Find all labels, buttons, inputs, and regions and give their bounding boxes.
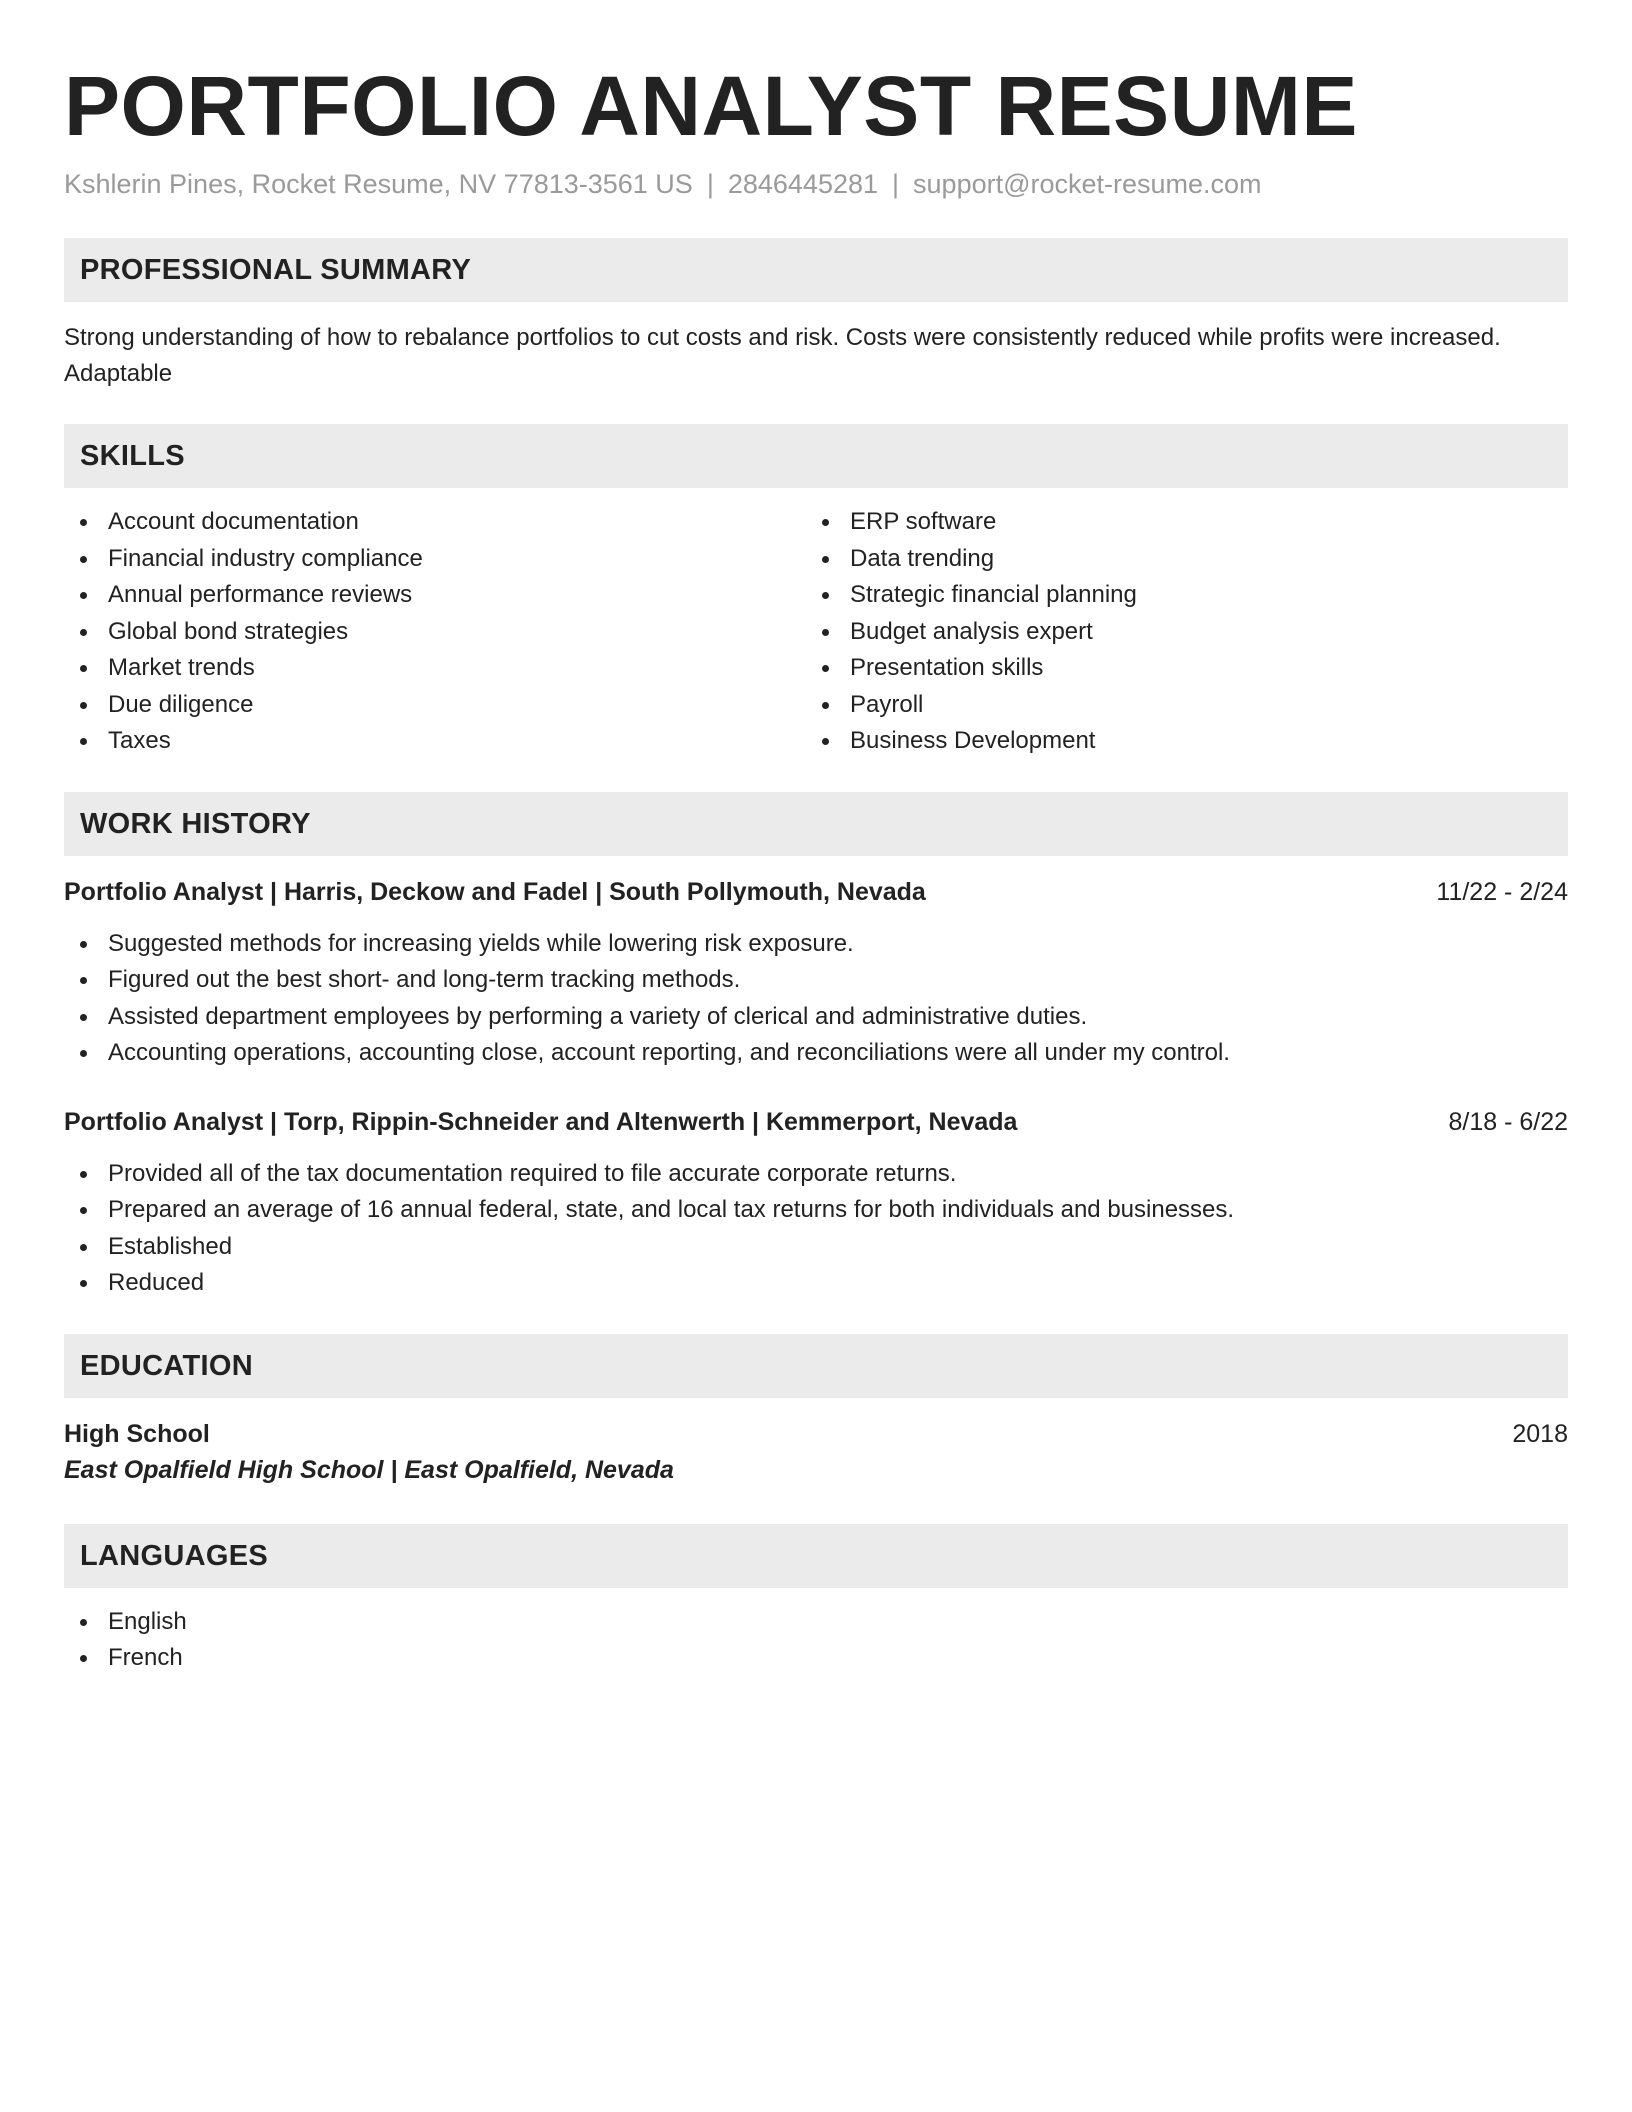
education-year: 2018 xyxy=(1512,1419,1568,1448)
education-degree: High School xyxy=(64,1419,210,1448)
skill-item: Budget analysis expert xyxy=(806,614,1548,651)
contact-phone: 2846445281 xyxy=(727,169,879,199)
skill-item: Market trends xyxy=(64,650,806,687)
language-item: French xyxy=(64,1640,1568,1677)
resume-page xyxy=(64,0,1568,1677)
job-bullet: Provided all of the tax documentation required to file accurate corporate returns. xyxy=(64,1156,1568,1193)
language-item: English xyxy=(64,1604,1568,1641)
job-bullet: Figured out the best short- and long-term tracking methods. xyxy=(64,962,1568,999)
job-header xyxy=(64,874,1568,910)
skill-item: Data trending xyxy=(806,541,1548,578)
work-heading: WORK HISTORY xyxy=(64,792,1568,856)
skills-list-right xyxy=(806,504,1548,760)
job-title: Portfolio Analyst | Torp, Rippin-Schneider and Altenwerth | Kemmerport, Nevada xyxy=(64,1107,1018,1136)
work-section xyxy=(64,792,1568,1302)
skill-item: Account documentation xyxy=(64,504,806,541)
skills-grid xyxy=(64,504,1568,760)
job-bullet: Established xyxy=(64,1229,1568,1266)
languages-list xyxy=(64,1604,1568,1677)
contact-separator: | xyxy=(892,169,900,199)
job-bullet: Suggested methods for increasing yields while lowering risk exposure. xyxy=(64,926,1568,963)
skill-item: ERP software xyxy=(806,504,1548,541)
job-bullets xyxy=(64,1156,1568,1302)
education-school: East Opalfield High School | East Opalfield, Nevada xyxy=(64,1455,674,1484)
job-dates: 11/22 - 2/24 xyxy=(1436,877,1568,906)
job-entry xyxy=(64,1104,1568,1302)
education-section xyxy=(64,1334,1568,1488)
resume-title: PORTFOLIO ANALYST RESUME xyxy=(64,59,1358,153)
skill-item: Payroll xyxy=(806,687,1548,724)
job-entry xyxy=(64,874,1568,1072)
skill-item: Strategic financial planning xyxy=(806,577,1548,614)
job-bullet: Accounting operations, accounting close, account reporting, and reconciliations were all under my control. xyxy=(64,1035,1568,1072)
job-bullet: Prepared an average of 16 annual federal, state, and local tax returns for both individuals and businesses. xyxy=(64,1192,1568,1229)
languages-heading: LANGUAGES xyxy=(64,1524,1568,1588)
contact-line xyxy=(64,166,1568,202)
job-header xyxy=(64,1104,1568,1140)
contact-address: Kshlerin Pines, Rocket Resume, NV 77813-3561 US xyxy=(64,169,693,199)
skill-item: Annual performance reviews xyxy=(64,577,806,614)
education-heading: EDUCATION xyxy=(64,1334,1568,1398)
summary-text: Strong understanding of how to rebalance portfolios to cut costs and risk. Costs were consistently reduced while profits were increased. Adaptable xyxy=(64,324,1501,387)
summary-section xyxy=(64,238,1568,392)
contact-email: support@rocket-resume.com xyxy=(913,169,1262,199)
education-header xyxy=(64,1416,1568,1452)
skill-item: Global bond strategies xyxy=(64,614,806,651)
job-bullets xyxy=(64,926,1568,1072)
skill-item: Presentation skills xyxy=(806,650,1548,687)
skill-item: Financial industry compliance xyxy=(64,541,806,578)
languages-section xyxy=(64,1524,1568,1677)
skills-heading: SKILLS xyxy=(64,424,1568,488)
job-title: Portfolio Analyst | Harris, Deckow and Fadel | South Pollymouth, Nevada xyxy=(64,877,926,906)
job-bullet: Assisted department employees by performing a variety of clerical and administrative duties. xyxy=(64,999,1568,1036)
summary-heading: PROFESSIONAL SUMMARY xyxy=(64,238,1568,302)
skills-section xyxy=(64,424,1568,760)
skill-item: Business Development xyxy=(806,723,1548,760)
job-bullet: Reduced xyxy=(64,1265,1568,1302)
contact-separator: | xyxy=(706,169,714,199)
skills-list-left xyxy=(64,504,806,760)
skill-item: Taxes xyxy=(64,723,806,760)
skill-item: Due diligence xyxy=(64,687,806,724)
job-dates: 8/18 - 6/22 xyxy=(1448,1107,1568,1136)
